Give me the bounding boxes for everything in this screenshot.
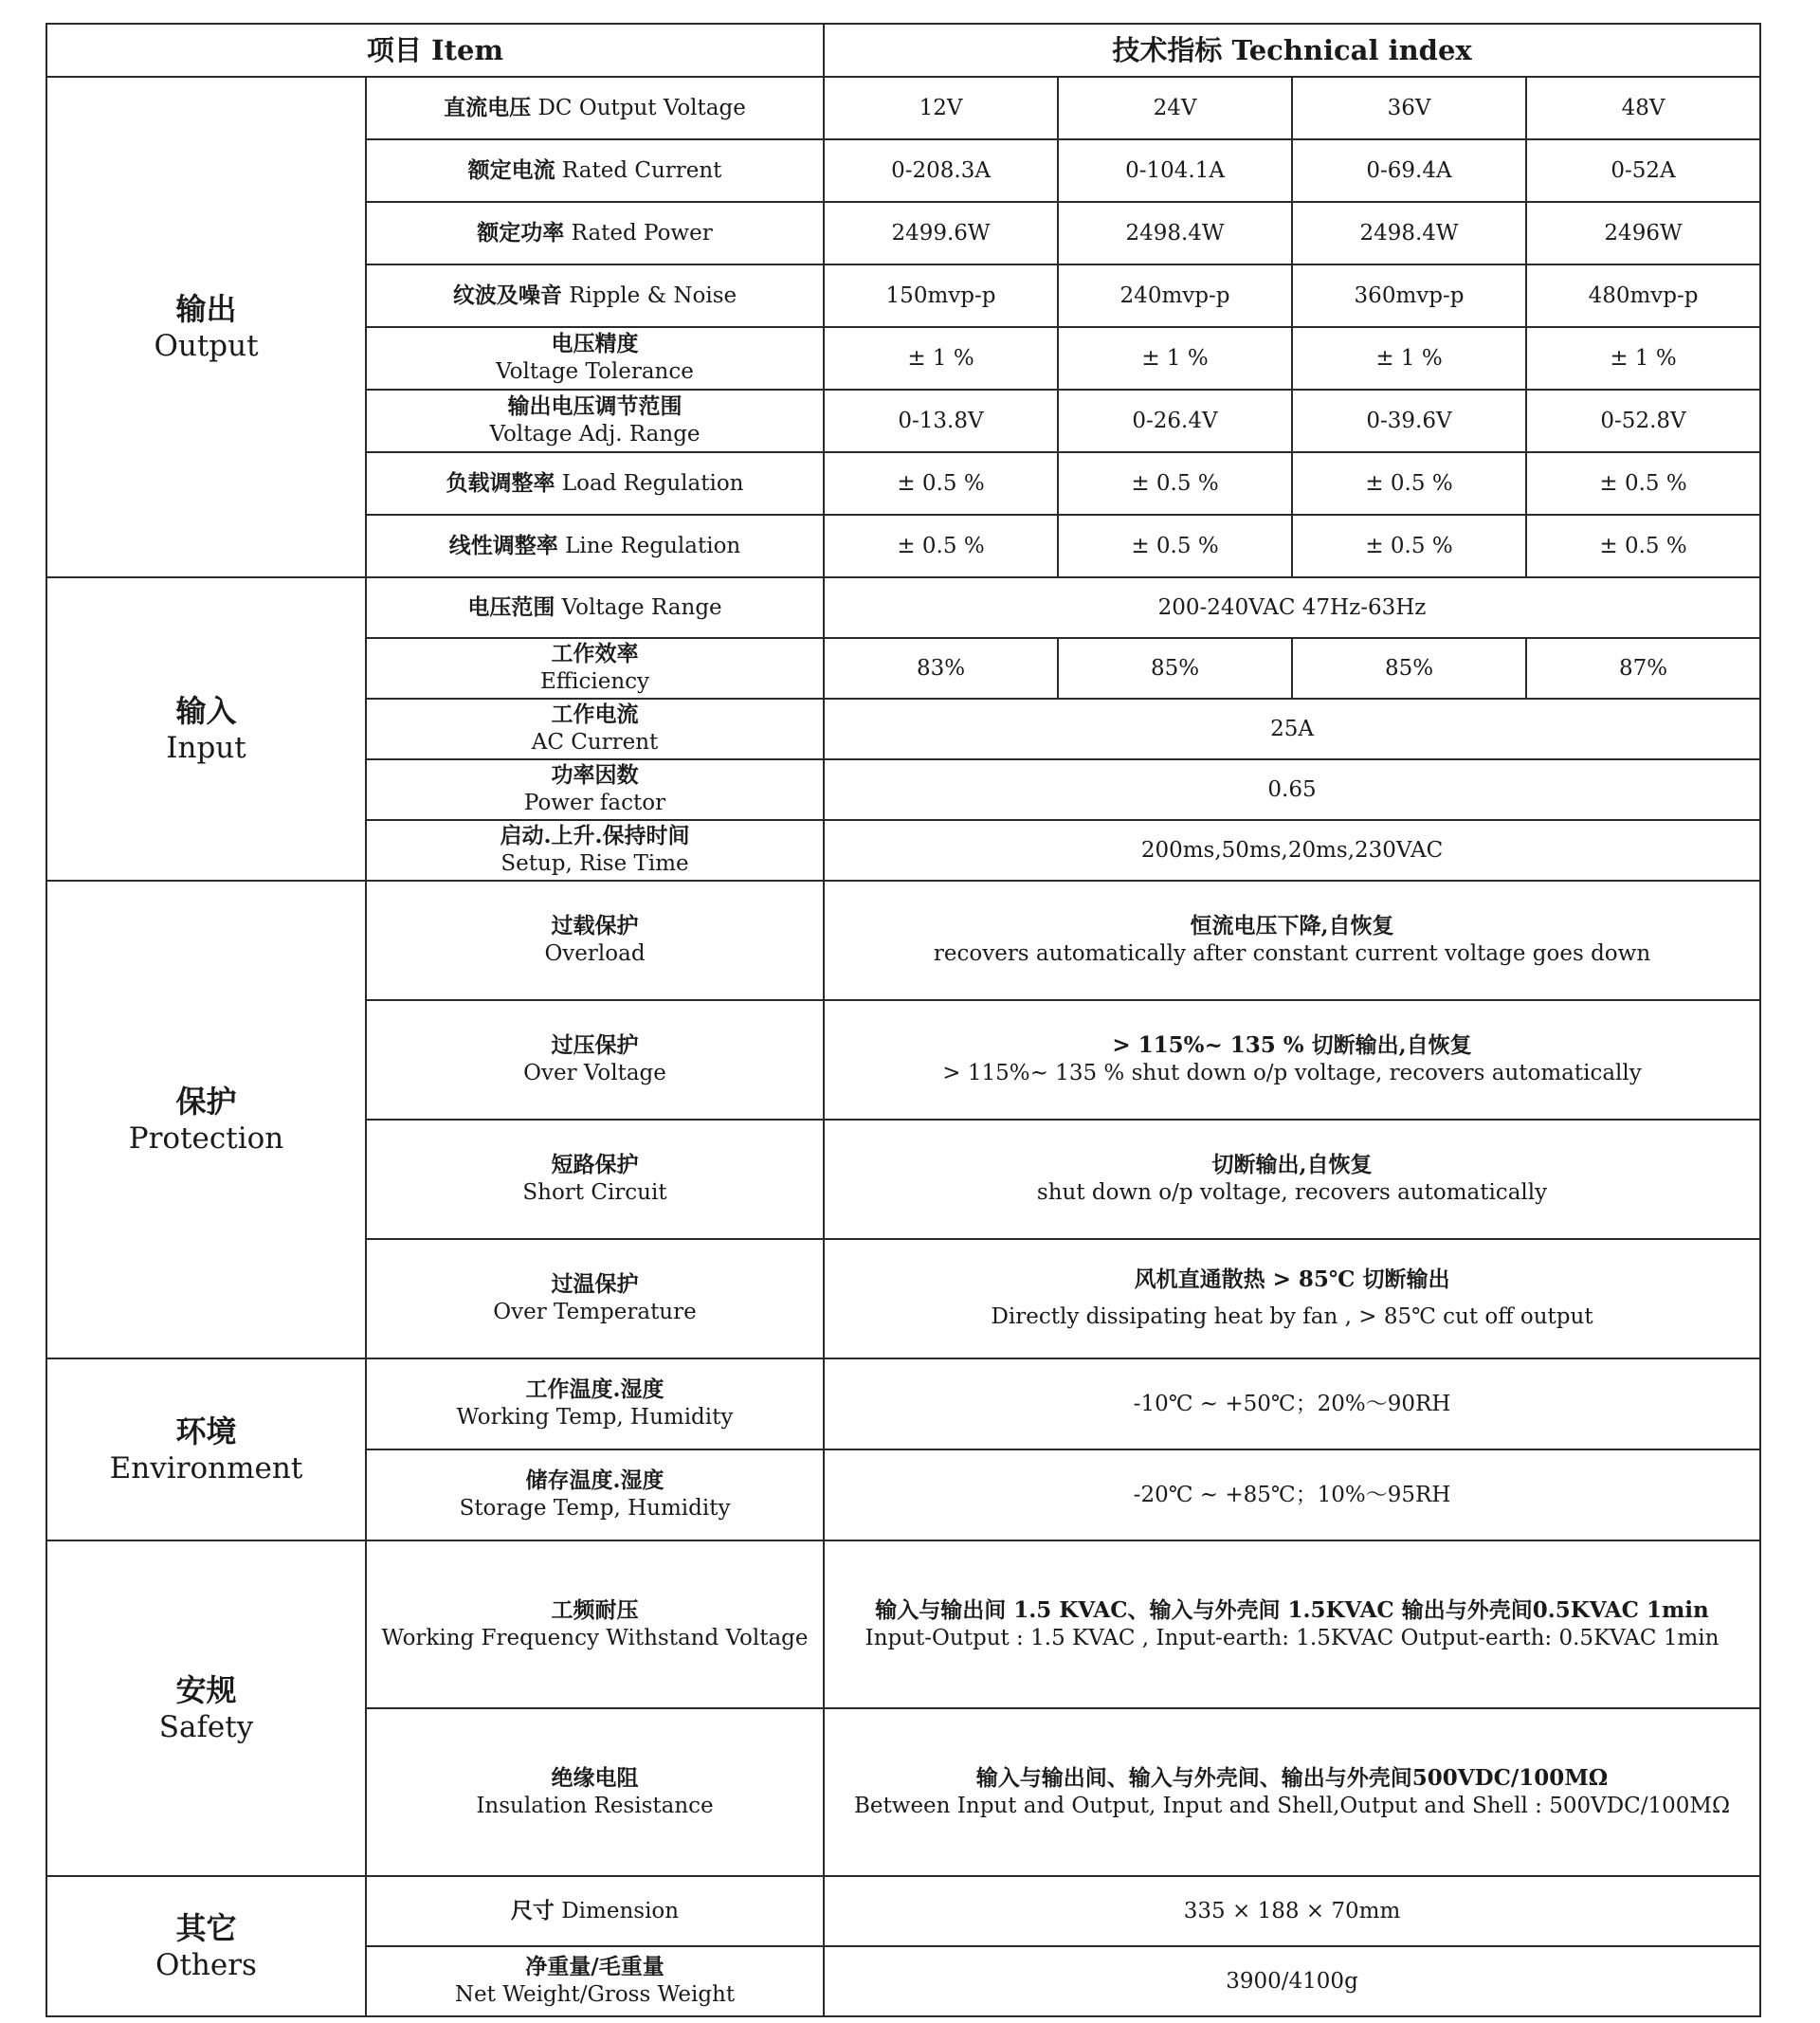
category-label-zh: 输出 [175,290,237,327]
label-en: Line Regulation [565,533,741,558]
value-cell: 0-26.4V [1058,390,1292,452]
row-label-line-regulation [366,515,824,577]
label-en: Short Circuit [522,1180,667,1205]
label-en: Over Voltage [523,1061,666,1085]
item-header: 项目 Item [46,24,824,77]
category-protection [46,881,366,1358]
row-label-voltage-tolerance [366,327,824,390]
spec-row [46,1876,1760,1946]
category-label-zh: 输入 [175,692,237,729]
value-cell: ± 1 % [1292,327,1526,390]
value-cell: 48V [1526,77,1760,139]
value-cell [824,881,1760,1000]
label-en: Over Temperature [493,1300,697,1324]
label-zh: 短路保护 [551,1152,639,1178]
label-zh: 直流电压 [444,94,532,120]
category-label-zh: 保护 [175,1083,237,1120]
category-input [46,577,366,881]
label-zh: 工频耐压 [551,1596,639,1623]
category-environment [46,1358,366,1540]
label-en: Working Frequency Withstand Voltage [381,1625,809,1650]
label-zh: 纹波及噪音 [452,282,562,308]
spec-row [46,1540,1760,1708]
label-en: Voltage Tolerance [496,359,694,384]
value-cell: ± 0.5 % [1058,515,1292,577]
label-zh: 工作电流 [551,702,639,728]
category-label-zh: 安规 [175,1671,237,1708]
spec-row [46,881,1760,1000]
spec-row [46,77,1760,139]
row-label-power-factor [366,759,824,820]
value-cell: 83% [824,638,1058,699]
label-en: AC Current [531,730,659,755]
value-cell: ± 0.5 % [1526,452,1760,515]
label-zh: 净重量/毛重量 [525,1954,664,1980]
label-en: Working Temp, Humidity [456,1405,734,1430]
row-label-working-temp [366,1358,824,1449]
value-cell: ± 0.5 % [1292,452,1526,515]
value-cell [824,1239,1760,1358]
value-cell: ± 0.5 % [1058,452,1292,515]
value-cell: -20℃ ~ +85℃；10%～95RH [824,1449,1760,1540]
label-en: Efficiency [539,669,650,694]
value-cell: 85% [1292,638,1526,699]
category-label-en: Output [154,328,259,363]
row-label-ac-current [366,699,824,759]
label-zh: 负载调整率 [446,469,555,496]
value-cell: 0-39.6V [1292,390,1526,452]
value-en: Between Input and Output, Input and Shell,Output and Shell : 500VDC/100MΩ [854,1793,1731,1818]
value-cell: 12V [824,77,1058,139]
row-label-voltage-range [366,577,824,638]
spec-row [46,1358,1760,1449]
value-zh: 风机直通散热 > 85℃ 切断输出 [1134,1267,1450,1293]
value-cell: 200ms,50ms,20ms,230VAC [824,820,1760,881]
value-cell: ± 1 % [1526,327,1760,390]
row-label-voltage-adj-range [366,390,824,452]
value-zh: > 115%~ 135 % 切断输出,自恢复 [1112,1032,1472,1059]
value-cell: ± 1 % [824,327,1058,390]
value-zh: 恒流电压下降,自恢复 [1190,913,1394,939]
row-label-dimension [366,1876,824,1946]
row-label-rated-current [366,139,824,202]
row-label-insulation-resistance [366,1708,824,1876]
label-en: Dimension [561,1898,680,1923]
category-label-en: Safety [158,1709,254,1744]
label-zh: 过载保护 [551,913,639,939]
value-cell [824,1708,1760,1876]
value-en: > 115%~ 135 % shut down o/p voltage, recovers automatically [942,1061,1642,1085]
row-label-overload [366,881,824,1000]
label-en: DC Output Voltage [537,95,746,120]
value-cell: 0.65 [824,759,1760,820]
category-label-en: Input [166,730,246,765]
label-en: Net Weight/Gross Weight [454,1982,736,2007]
label-zh: 过压保护 [551,1032,639,1059]
label-zh: 储存温度.湿度 [525,1467,664,1494]
value-en: shut down o/p voltage, recovers automatically [1036,1180,1548,1205]
category-label-en: Environment [109,1450,303,1485]
value-cell: 360mvp-p [1292,264,1526,327]
label-zh: 工作效率 [551,641,639,667]
value-cell: 36V [1292,77,1526,139]
label-en: Storage Temp, Humidity [459,1496,731,1521]
row-label-setup-rise-time [366,820,824,881]
value-cell: ± 0.5 % [1292,515,1526,577]
value-cell: 150mvp-p [824,264,1058,327]
row-label-load-regulation [366,452,824,515]
value-cell [824,1000,1760,1120]
value-cell: 0-52A [1526,139,1760,202]
row-label-withstand-voltage [366,1540,824,1708]
category-label-en: Others [155,1947,257,1982]
row-label-over-temperature [366,1239,824,1358]
label-en: Rated Power [571,220,713,246]
label-zh: 工作温度.湿度 [525,1376,664,1403]
label-en: Rated Current [561,157,722,183]
value-cell: 85% [1058,638,1292,699]
row-label-dc-output-voltage [366,77,824,139]
label-zh: 尺寸 [510,1897,555,1923]
value-en: Input-Output : 1.5 KVAC , Input-earth: 1.5KVAC Output-earth: 0.5KVAC 1min [864,1625,1720,1650]
label-zh: 启动.上升.保持时间 [500,823,690,849]
value-cell: 480mvp-p [1526,264,1760,327]
value-cell: -10℃ ~ +50℃；20%～90RH [824,1358,1760,1449]
value-cell: 0-208.3A [824,139,1058,202]
category-output [46,77,366,577]
category-label-zh: 环境 [175,1412,237,1449]
value-cell: 2496W [1526,202,1760,264]
value-cell: 3900/4100g [824,1946,1760,2016]
technical-index-header: 技术指标 Technical index [824,24,1760,77]
category-label-en: Protection [128,1121,284,1156]
label-en: Voltage Range [561,594,722,620]
value-cell: 0-52.8V [1526,390,1760,452]
row-label-weight [366,1946,824,2016]
label-zh: 电压范围 [467,593,555,620]
label-zh: 额定功率 [477,219,565,246]
value-cell [824,1120,1760,1239]
label-zh: 电压精度 [551,331,639,357]
label-zh: 功率因数 [551,762,639,789]
row-label-over-voltage [366,1000,824,1120]
value-cell: 0-13.8V [824,390,1058,452]
row-label-rated-power [366,202,824,264]
value-cell: ± 0.5 % [1526,515,1760,577]
label-en: Insulation Resistance [476,1793,714,1818]
label-en: Power factor [523,791,666,815]
spec-row [46,577,1760,638]
value-en: recovers automatically after constant current voltage goes down [933,941,1651,966]
value-cell [824,1540,1760,1708]
label-zh: 过温保护 [551,1271,639,1298]
value-cell: 24V [1058,77,1292,139]
value-cell: 200-240VAC 47Hz-63Hz [824,577,1760,638]
value-cell: ± 1 % [1058,327,1292,390]
label-zh: 绝缘电阻 [551,1764,639,1791]
label-en: Load Regulation [561,470,744,496]
row-label-short-circuit [366,1120,824,1239]
value-cell: 240mvp-p [1058,264,1292,327]
spec-table [46,23,1761,2017]
label-zh: 额定电流 [467,156,555,183]
value-cell: 0-69.4A [1292,139,1526,202]
value-cell: ± 0.5 % [824,515,1058,577]
label-zh: 输出电压调节范围 [507,393,682,420]
label-en: Overload [544,941,646,966]
value-cell: 335 × 188 × 70mm [824,1876,1760,1946]
label-en: Ripple & Noise [569,282,737,308]
value-cell: 2498.4W [1058,202,1292,264]
value-cell: 87% [1526,638,1760,699]
row-label-efficiency [366,638,824,699]
label-zh: 线性调整率 [448,532,558,558]
category-others [46,1876,366,2016]
label-en: Voltage Adj. Range [489,422,701,447]
row-label-storage-temp [366,1449,824,1540]
value-zh: 切断输出,自恢复 [1211,1152,1373,1178]
value-cell: 2498.4W [1292,202,1526,264]
header-row [46,24,1760,77]
category-label-zh: 其它 [175,1909,237,1946]
value-cell: 0-104.1A [1058,139,1292,202]
value-cell: 25A [824,699,1760,759]
row-label-ripple-noise [366,264,824,327]
value-zh: 输入与输出间 1.5 KVAC、输入与外壳间 1.5KVAC 输出与外壳间0.5KVAC 1min [875,1596,1709,1623]
value-zh: 输入与输出间、输入与外壳间、输出与外壳间500VDC/100MΩ [975,1764,1609,1791]
value-en: Directly dissipating heat by fan , > 85℃ cut off output [991,1304,1593,1329]
value-cell: 2499.6W [824,202,1058,264]
label-en: Setup, Rise Time [500,851,689,876]
value-cell: ± 0.5 % [824,452,1058,515]
category-safety [46,1540,366,1876]
